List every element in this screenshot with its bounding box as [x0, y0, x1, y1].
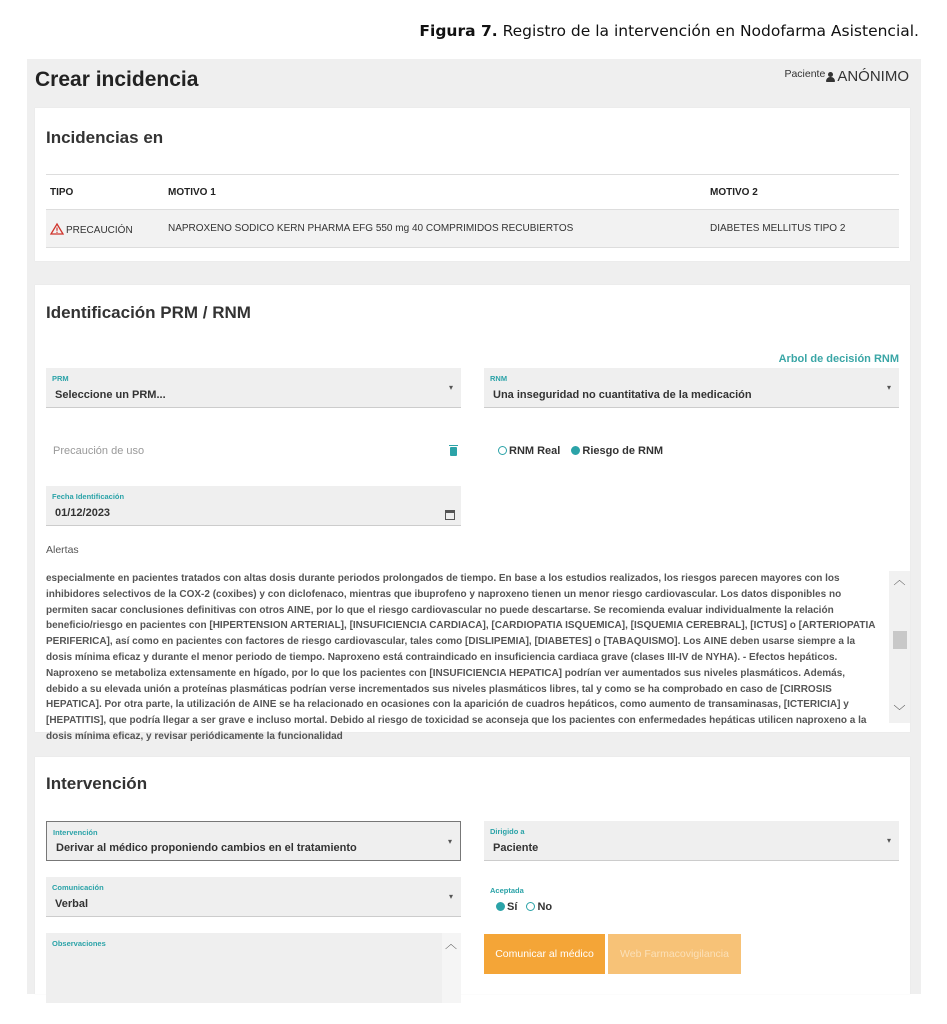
arbol-decision-link[interactable]: Arbol de decisión RNM: [778, 353, 899, 365]
radio-icon: [526, 902, 535, 911]
scroll-thumb[interactable]: [893, 631, 907, 649]
dirigido-select[interactable]: [484, 821, 899, 861]
precaucion-input[interactable]: Precaución de uso: [53, 445, 145, 457]
incidencias-card: [35, 108, 910, 261]
fecha-identificacion-field[interactable]: [46, 486, 461, 526]
intervencion-select[interactable]: [46, 821, 461, 861]
radio-si[interactable]: Sí: [496, 901, 517, 913]
identificacion-card: [35, 285, 910, 742]
intervencion-value: Derivar al médico proponiendo cambios en el tratamiento: [56, 842, 357, 854]
radio-no[interactable]: No: [526, 901, 552, 913]
incidencias-title: Incidencias en: [46, 128, 164, 147]
fecha-value: 01/12/2023: [55, 507, 111, 519]
radio-icon: [498, 446, 507, 455]
prm-value: Seleccione un PRM...: [55, 389, 166, 401]
observaciones-textarea[interactable]: [46, 933, 461, 1003]
column-tipo: TIPO: [50, 187, 74, 198]
caret-down-icon: ▾: [886, 383, 891, 392]
rnm-radio-group: [498, 445, 663, 457]
comunicacion-select[interactable]: [46, 877, 461, 917]
row-motivo2: DIABETES MELLITUS TIPO 2: [710, 223, 846, 234]
intervencion-card: [35, 757, 910, 994]
radio-riesgo-rnm[interactable]: Riesgo de RNM: [571, 445, 663, 457]
comunicacion-value: Verbal: [55, 898, 89, 910]
chevron-up-icon[interactable]: ︿: [444, 937, 457, 951]
radio-selected-icon: [571, 446, 580, 455]
patient-info: [784, 68, 909, 85]
alertas-textarea[interactable]: especialmente en pacientes tratados con altas dosis durante periodos prolongados de tiempo. En base a los estudios realizados, los riesgos parecen mayores con los inhibidores selectivos de la COX-2 (coxibes) y con diclofenaco, mientras que ibuprofeno y naproxeno tienen un menor riesgo cardiovascular. Los datos disponibles no permiten sacar conclusiones definitivas con otros AINE, por lo que el riesgo cardiovascular no puede descartarse. Se recomienda evaluar individualmente la relación beneficio/riesgo en pacientes con [HIPERTENSION ARTERIAL], [INSUFICIENCIA CARDIACA], [CARDIOPATIA ISQUEMICA], [ISQUEMIA CEREBRAL], [ICTUS] o [ARTERIOPATIA PERIFERICA], así como en pacientes con factores de riesgo cardiovascular, tales como [DISLIPEMIA], [DIABETES] o [TABAQUISMO]. Los AINE deben usarse siempre a la dosis mínima eficaz y durante el menor periodo de tiempo. Naproxeno está contraindicado en insuficiencia cardiaca grave (clases III-IV de NYHA). - Efectos hepáticos. Naproxeno se metaboliza extensamente en hígado, por lo que los pacientes con [INSUFICIENCIA HEPATICA] podrían ver aumentados sus niveles plasmáticos. Además, debido a su elevada unión a proteínas plasmáticas podrían verse incrementados sus niveles plasmáticos libres, tal y como se ha comprobado en caso de [CIRROSIS HEPATICA]. Por otra parte, la utilización de AINE se ha relacionado en ocasiones con la aparición de cuadros hepáticos, como aumento de transaminasas, [ICTERICIA] y [HEPATITIS], que podría llegar a ser grave e incluso mortal. Debido al riesgo de toxicidad se aconseja que los pacientes con enfermedades hepáticas utilicen naproxeno a la dosis mínima eficaz, y revisar periódicamente la funcionalidad: [46, 573, 876, 742]
alertas-label: Alertas: [46, 544, 79, 556]
chevron-up-icon[interactable]: ︿: [893, 573, 906, 587]
row-motivo1: NAPROXENO SODICO KERN PHARMA EFG 550 mg 40 COMPRIMIDOS RECUBIERTOS: [168, 223, 574, 234]
caret-down-icon: ▾: [448, 383, 453, 392]
identificacion-title: Identificación PRM / RNM: [46, 303, 251, 322]
rnm-value: Una inseguridad no cuantitativa de la medicación: [493, 389, 752, 401]
caret-down-icon: ▾: [886, 836, 891, 845]
comunicacion-label: Comunicación: [52, 883, 104, 892]
rnm-select[interactable]: [484, 368, 899, 408]
aceptada-label: Aceptada: [490, 886, 524, 895]
app-window: [27, 59, 921, 994]
warning-icon: [50, 223, 64, 235]
alertas-scrollbar[interactable]: [889, 571, 910, 723]
rnm-label: RNM: [490, 374, 508, 383]
figure-caption: Figura 7. Registro de la intervención en Nodofarma Asistencial.: [419, 22, 919, 40]
intervencion-label: Intervención: [53, 828, 98, 837]
column-motivo2: MOTIVO 2: [710, 187, 758, 198]
user-icon: [826, 72, 835, 82]
caret-down-icon: ▾: [448, 892, 453, 901]
table-row[interactable]: [46, 210, 899, 248]
dirigido-value: Paciente: [493, 842, 539, 854]
column-motivo1: MOTIVO 1: [168, 187, 216, 198]
trash-icon[interactable]: [450, 447, 457, 456]
patient-label: Paciente: [784, 68, 826, 80]
prm-label: PRM: [52, 374, 69, 383]
radio-selected-icon: [496, 902, 505, 911]
row-tipo: PRECAUCIÓN: [66, 225, 133, 236]
intervencion-title: Intervención: [46, 774, 148, 793]
comunicar-medico-button[interactable]: Comunicar al médico: [484, 934, 605, 974]
web-farmacovigilancia-button[interactable]: Web Farmacovigilancia: [608, 934, 741, 974]
dirigido-label: Dirigido a: [490, 827, 525, 836]
caret-down-icon: ▾: [447, 837, 452, 846]
aceptada-radio-group: [496, 901, 552, 913]
calendar-icon[interactable]: [445, 510, 455, 520]
patient-value: ANÓNIMO: [837, 68, 909, 85]
prm-select[interactable]: [46, 368, 461, 408]
table-header: [46, 174, 899, 210]
page-title: Crear incidencia: [35, 68, 199, 91]
chevron-down-icon[interactable]: ﹀: [893, 704, 906, 718]
radio-rnm-real[interactable]: RNM Real: [498, 445, 560, 457]
fecha-label: Fecha Identificación: [52, 492, 125, 501]
observaciones-label: Observaciones: [52, 939, 106, 948]
